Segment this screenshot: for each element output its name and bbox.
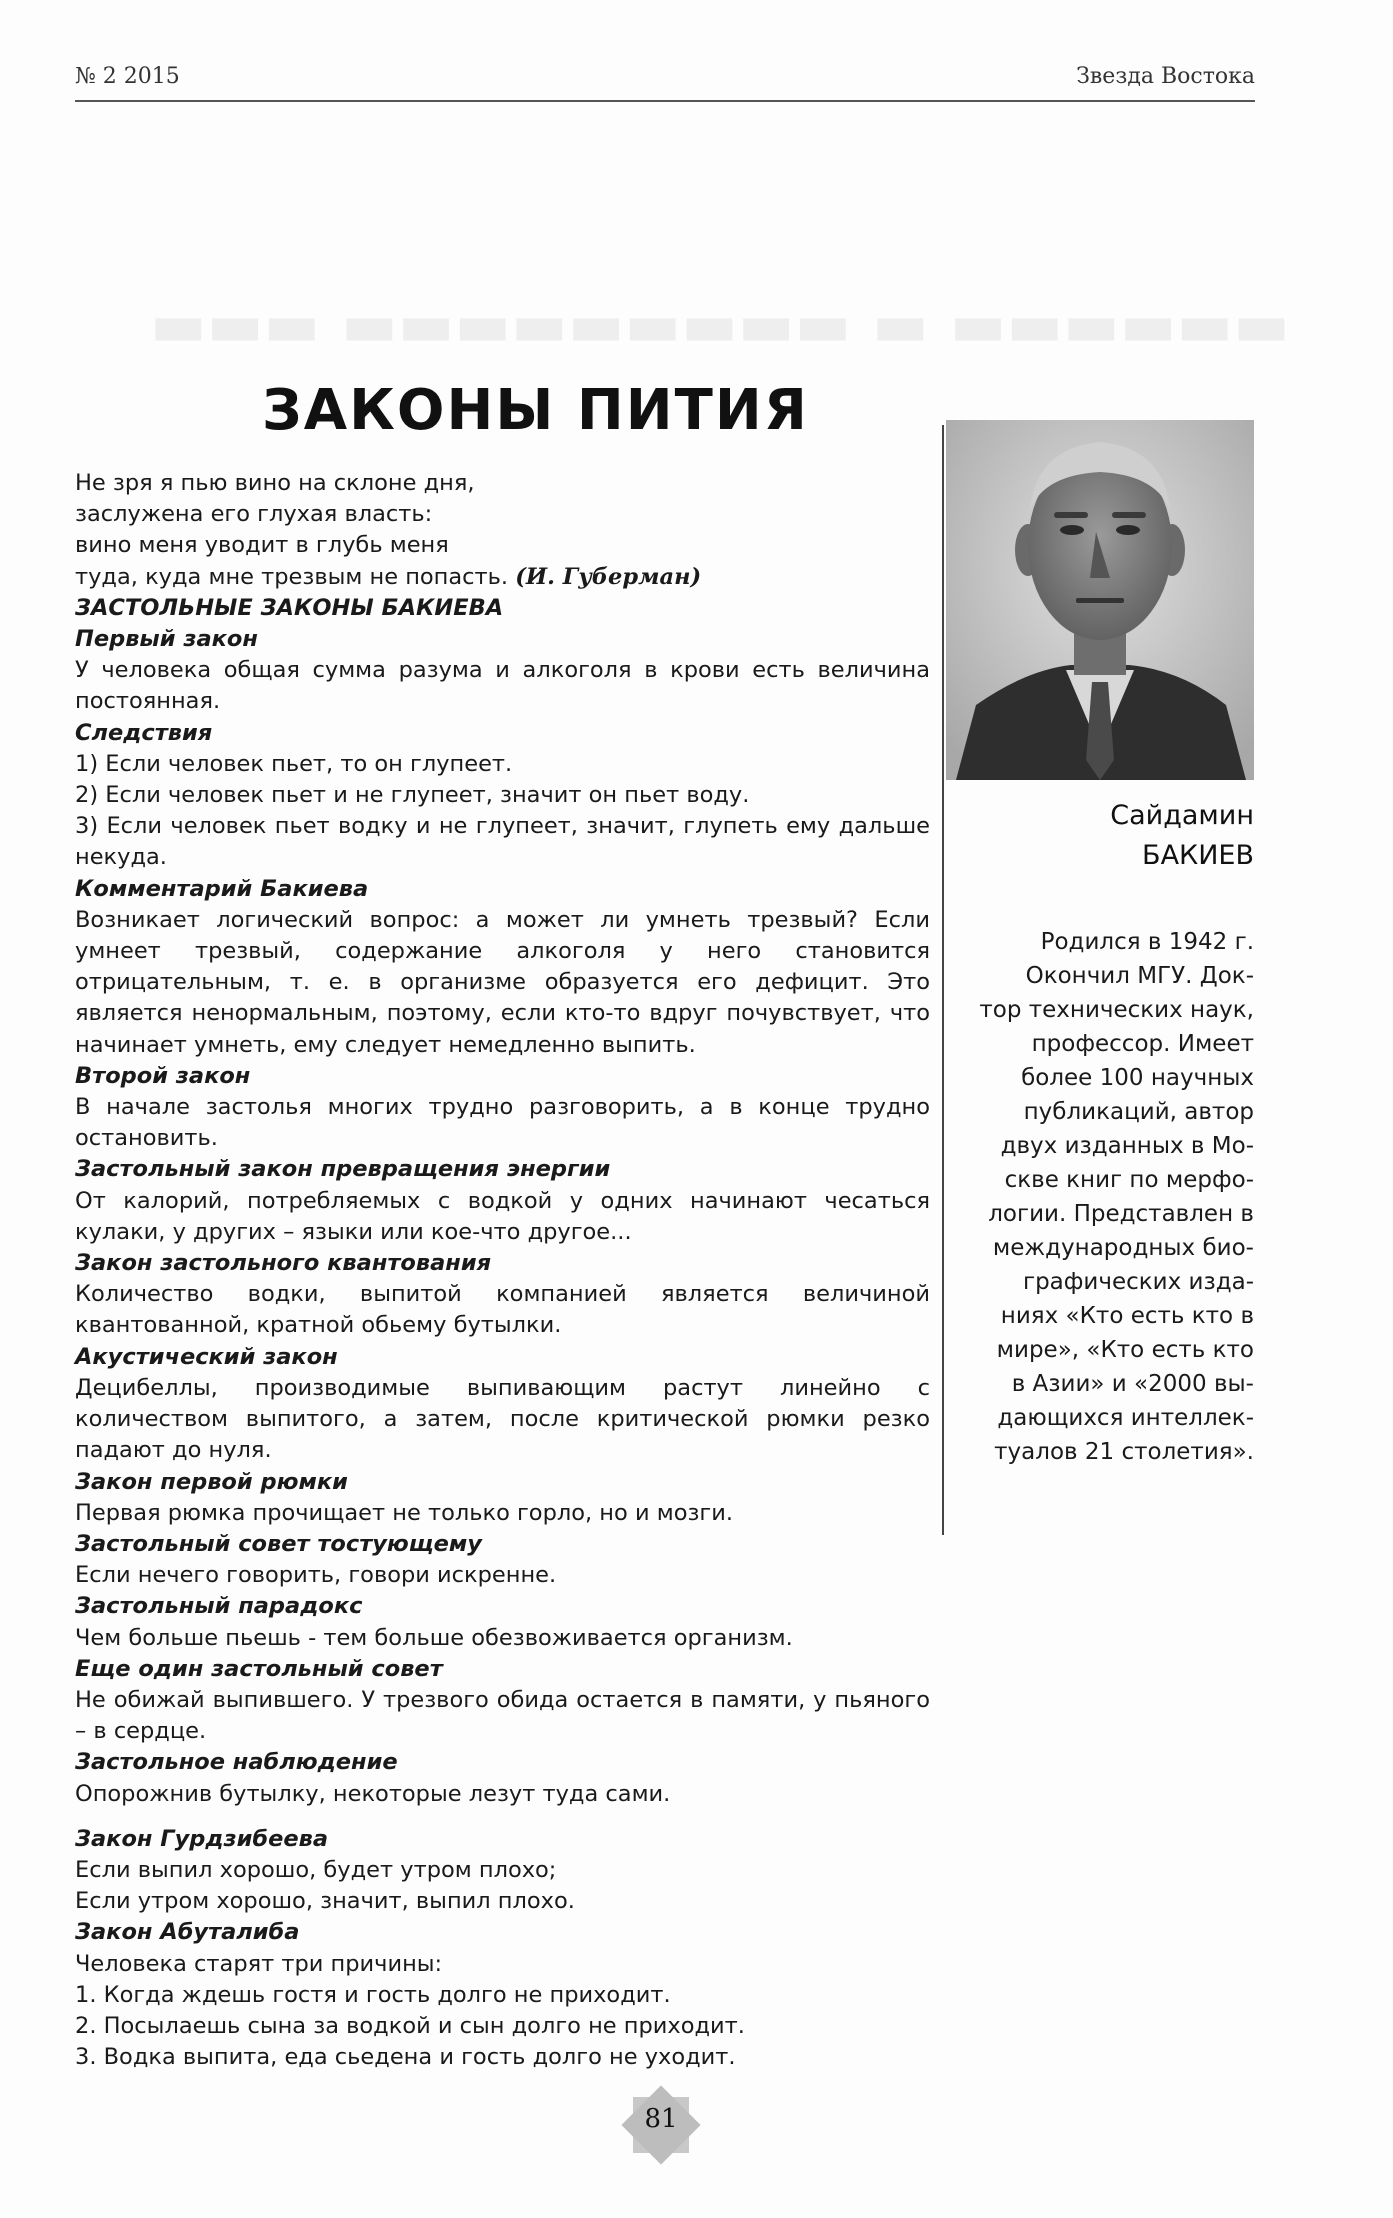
article-title: ЗАКОНЫ ПИТИЯ [262, 378, 809, 443]
bio-line: двух изданных в Мо- [1000, 1133, 1254, 1159]
epigraph-author: (И. Губерман) [515, 563, 702, 590]
bio-line: более 100 научных [1021, 1065, 1254, 1091]
law-text: Возникает логический вопрос: а может ли умнеть трезвый? Если умнеет трезвый, содержание алкоголя у него становится отрицательным, т. е. в организме образуется его дефицит. Это является ненормальным, поэтому, если кто-то вдруг почувствует, что начинает умнеть, ему следует немедленно выпить. [75, 906, 930, 1058]
bio-line: международных био- [992, 1235, 1254, 1261]
laws-list [75, 593, 930, 2074]
article-body [75, 468, 930, 2073]
page-number: 81 [644, 2104, 678, 2134]
law-heading: Второй закон [75, 1062, 251, 1089]
law-text: Если нечего говорить, говори искренне. [75, 1562, 557, 1589]
bio-line: в Азии» и «2000 вы- [1011, 1371, 1254, 1397]
law-heading: Акустический закон [75, 1343, 338, 1370]
law-text: Человека старят три причины: [75, 1950, 443, 1977]
author-first-name: Сайдамин [1110, 800, 1254, 831]
epigraph-line: заслужена его глухая власть: [75, 501, 433, 528]
law-heading: Закон первой рюмки [75, 1468, 348, 1495]
bio-line: дающихся интеллек- [997, 1405, 1254, 1431]
law-heading: Застольное наблюдение [75, 1749, 398, 1776]
bio-line: Окончил МГУ. Док- [1025, 963, 1254, 989]
law-text: 1. Когда ждешь гостя и гость долго не приходит. [75, 1981, 671, 2008]
law-heading: ЗАСТОЛЬНЫЕ ЗАКОНЫ БАКИЕВА [75, 594, 504, 621]
law-heading: Следствия [75, 719, 213, 746]
law-heading: Комментарий Бакиева [75, 875, 369, 902]
section-spacer [75, 1810, 930, 1824]
law-text: Опорожнив бутылку, некоторые лезут туда сами. [75, 1780, 671, 1807]
law-heading: Застольный закон превращения энергии [75, 1156, 611, 1183]
author-last-name: БАКИЕВ [1142, 840, 1254, 871]
bio-line: ниях «Кто есть кто в [1000, 1303, 1254, 1329]
law-text: 3. Водка выпита, еда сьедена и гость долго не уходит. [75, 2044, 736, 2071]
bio-line: публикаций, автор [1023, 1099, 1254, 1125]
journal-name: Звезда Востока [1076, 64, 1255, 89]
law-heading: Закон застольного квантования [75, 1250, 492, 1277]
law-text: Первая рюмка прочищает не только горло, но и мозги. [75, 1499, 734, 1526]
law-heading: Закон Абуталиба [75, 1919, 300, 1946]
law-text: Чем больше пьешь - тем больше обезвоживается организм. [75, 1624, 793, 1651]
law-text: Децибеллы, производимые выпивающим растут линейно с количеством выпитого, а затем, после критической рюмки резко падают до нуля. [75, 1374, 930, 1464]
running-header [75, 64, 1255, 104]
law-heading: Застольный совет тостующему [75, 1530, 482, 1557]
law-text: Количество водки, выпитой компанией является величиной квантованной, кратной обьему бутылки. [75, 1281, 930, 1339]
law-text: 2. Посылаешь сына за водкой и сын долго не приходит. [75, 2012, 745, 2039]
law-heading: Застольный парадокс [75, 1593, 363, 1620]
author-photo [946, 420, 1254, 780]
author-name [950, 796, 1254, 876]
column-divider [942, 425, 944, 1535]
law-text: Если утром хорошо, значит, выпил плохо. [75, 1888, 575, 1915]
law-text: 1) Если человек пьет, то он глупеет. [75, 750, 513, 777]
law-heading: Закон Гурдзибеева [75, 1825, 329, 1852]
header-rule [75, 100, 1255, 102]
epigraph-line: вино меня уводит в глубь меня [75, 532, 449, 559]
law-text: 2) Если человек пьет и не глупеет, значит он пьет воду. [75, 782, 750, 809]
law-text: Если выпил хорошо, будет утром плохо; [75, 1856, 557, 1883]
law-text: У человека общая сумма разума и алкоголя в крови есть величина постоянная. [75, 657, 930, 715]
bio-line: тор технических наук, [979, 997, 1254, 1023]
bio-line: графических изда- [1022, 1269, 1254, 1295]
bio-line: логии. Представлен в [988, 1201, 1254, 1227]
epigraph-line: Не зря я пью вино на склоне дня, [75, 470, 475, 496]
bio-line: скве книг по мерфо- [1004, 1167, 1254, 1193]
issue-label: № 2 2015 [75, 64, 180, 89]
bio-line: Родился в 1942 г. [1040, 929, 1254, 955]
bio-line: туалов 21 столетия». [994, 1439, 1254, 1465]
epigraph [75, 468, 930, 593]
law-text: От калорий, потребляемых с водкой у одних начинают чесаться кулаки, у других – языки или кое-что другое... [75, 1187, 930, 1245]
bio-line: профессор. Имеет [1031, 1031, 1254, 1057]
author-bio [950, 925, 1254, 1469]
page-number-ornament [618, 2082, 704, 2168]
bio-line: мире», «Кто есть кто [996, 1337, 1254, 1363]
law-text: В начале застолья многих трудно разговорить, а в конце трудно остановить. [75, 1094, 930, 1152]
bleed-through-texture: ▬▬▬ ▬▬▬▬▬▬▬▬▬ ▬ ▬▬▬▬▬▬ [150, 290, 1290, 360]
law-text: 3) Если человек пьет водку и не глупеет, значит, глупеть ему дальше некуда. [75, 813, 930, 871]
law-heading: Первый закон [75, 626, 258, 653]
law-heading: Еще один застольный совет [75, 1655, 443, 1682]
epigraph-line: туда, куда мне трезвым не попасть. (И. Губерман) [75, 563, 702, 590]
law-text: Не обижай выпившего. У трезвого обида остается в памяти, у пьяного – в сердце. [75, 1686, 930, 1745]
